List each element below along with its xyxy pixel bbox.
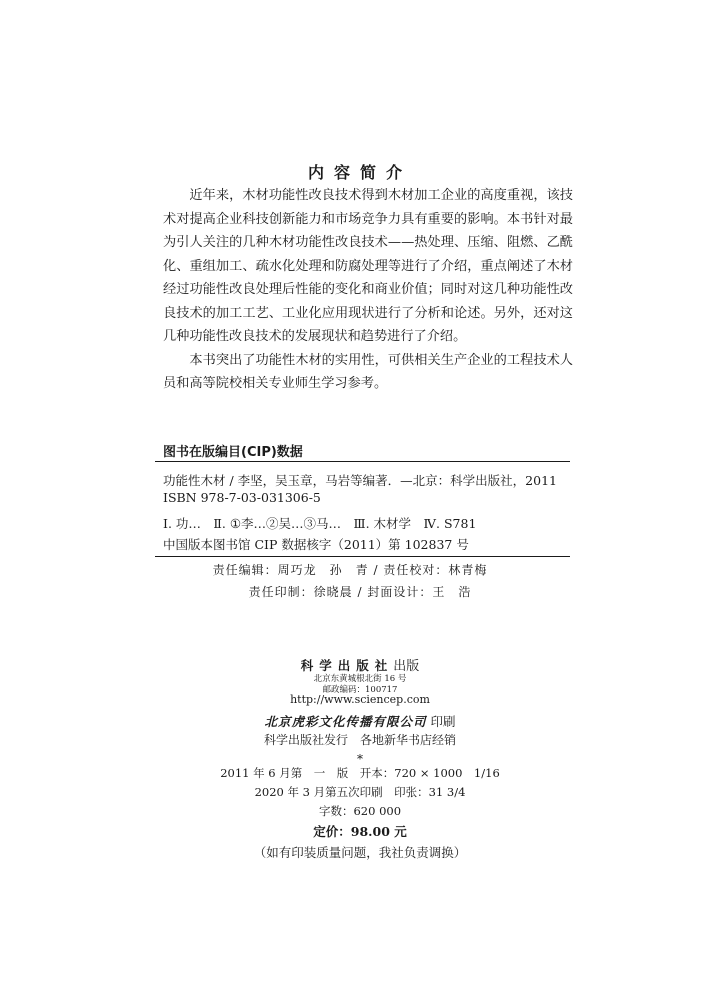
- printer-suffix: 印刷: [430, 714, 456, 729]
- price: 定价：98.00 元: [313, 824, 407, 839]
- word-count: 字数：620 000: [318, 804, 402, 818]
- summary-paragraph-2: 本书突出了功能性木材的实用性，可供相关生产企业的工程技术人员和高等院校相关专业师生学习参考。: [163, 352, 573, 391]
- editors-line-2: 责任印制：徐晓晨 / 封面设计：王 浩: [248, 585, 472, 599]
- cip-top-divider: [155, 461, 570, 462]
- cip-heading: 图书在版编目(CIP)数据: [163, 445, 303, 460]
- reprint-line: 2020 年 3 月第五次印刷 印张：31 3/4: [254, 785, 466, 799]
- publisher-website: http://www.sciencep.com: [290, 693, 430, 706]
- quality-notice: （如有印装质量问题，我社负责调换）: [253, 845, 467, 860]
- cip-isbn: ISBN 978-7-03-031306-5: [163, 490, 321, 505]
- cip-bottom-divider: [155, 556, 570, 557]
- summary-title: 内容简介: [307, 163, 412, 182]
- editors-line-1: 责任编辑：周巧龙 孙 青 / 责任校对：林青梅: [212, 563, 488, 577]
- distribution-line: 科学出版社发行 各地新华书店经销: [263, 733, 456, 747]
- printer-line: [0, 712, 720, 730]
- summary-paragraph-1: 近年来，木材功能性改良技术得到木材加工企业的高度重视，该技术对提高企业科技创新能力和市场竞争力具有重要的影响。本书针对最为引人关注的几种木材功能性改良技术——热处理、压缩、阻燃、乙酰化、重组加工、疏水化处理和防腐处理等进行了介绍，重点阐述了木材经过功能性改良处理后性能的变化和商业价值；同时对这几种功能性改良技术的加工工艺、工业化应用现状进行了分析和论述。另外，还对这几种功能性改良技术的发展现状和趋势进行了介绍。: [163, 188, 573, 344]
- publisher-address: 北京东黄城根北街 16 号: [313, 674, 407, 684]
- publisher-name: 科学出版社: [300, 658, 394, 673]
- summary-body: [163, 184, 573, 396]
- edition-line: 2011 年 6 月第 一 版 开本：720 × 1000 1/16: [220, 766, 500, 780]
- cip-bibliographic-line: 功能性木材 / 李坚，吴玉章，马岩等编著．—北京：科学出版社，2011: [163, 473, 557, 488]
- printer-name: 北京虎彩文化传播有限公司: [264, 714, 427, 729]
- publisher-suffix: 出版: [393, 659, 420, 674]
- publisher-postcode: 邮政编码：100717: [322, 685, 398, 695]
- cip-subject-line: Ⅰ. 功… Ⅱ. ①李…②吴…③马… Ⅲ. 木材学 Ⅳ. S781: [163, 516, 477, 531]
- separator-star: *: [357, 752, 363, 766]
- cip-record-number: 中国版本图书馆 CIP 数据核字（2011）第 102837 号: [163, 537, 469, 552]
